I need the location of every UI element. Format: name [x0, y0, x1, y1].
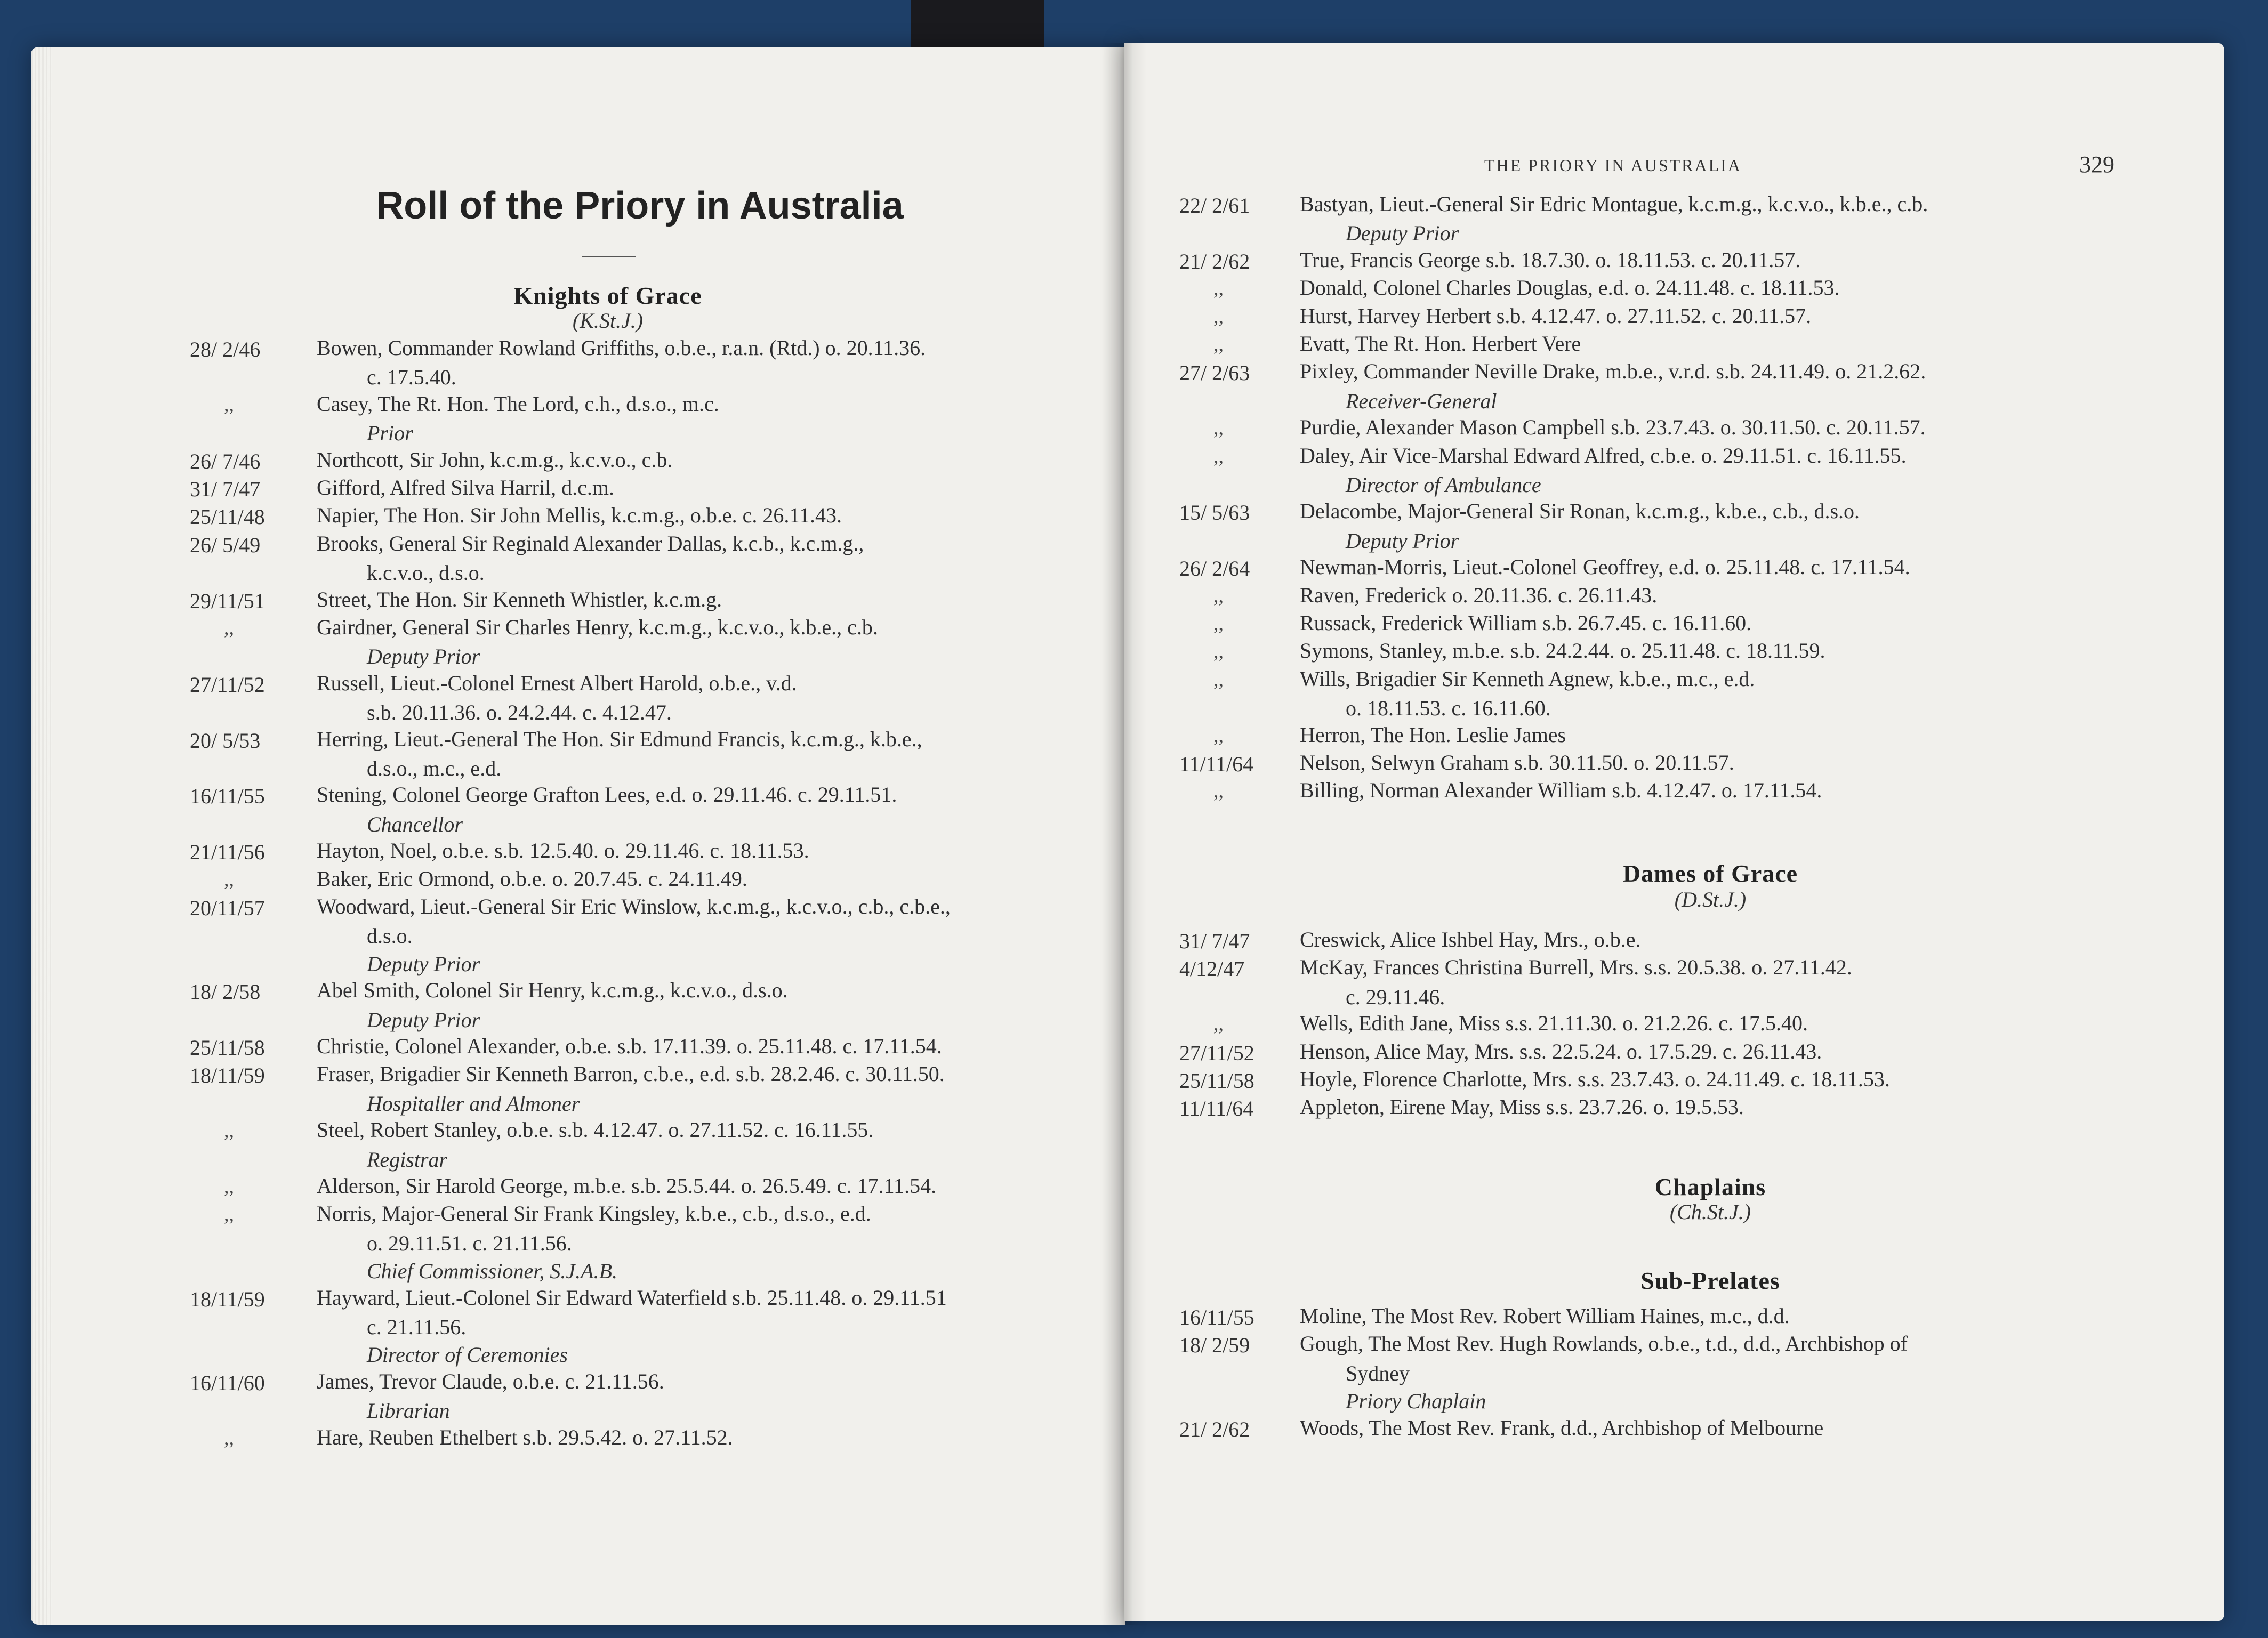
entry-date: 25/11/58 — [190, 1036, 265, 1060]
section-subtitle-chaplains: (Ch.St.J.) — [1669, 1200, 1751, 1224]
entry-text: McKay, Frances Christina Burrell, Mrs. s.s. 20.5.38. o. 27.11.42. — [1300, 955, 1852, 980]
ditto-mark: ,, — [1213, 1013, 1224, 1036]
entry-text: Casey, The Rt. Hon. The Lord, c.h., d.s.o., m.c. — [317, 391, 719, 416]
entry-text: Napier, The Hon. Sir John Mellis, k.c.m.g., o.b.e. c. 26.11.43. — [317, 503, 842, 528]
entry-role: Hospitaller and Almoner — [367, 1091, 580, 1116]
entry-role: Chief Commissioner, S.J.A.B. — [367, 1259, 617, 1284]
entry-continuation: d.s.o., m.c., e.d. — [367, 756, 502, 780]
entry-continuation: c. 29.11.46. — [1346, 985, 1445, 1009]
entry-text: Billing, Norman Alexander William s.b. 4.12.47. o. 17.11.54. — [1300, 778, 1822, 803]
entry-text: Symons, Stanley, m.b.e. s.b. 24.2.44. o. 25.11.48. c. 18.11.59. — [1300, 639, 1825, 663]
entry-text: Herring, Lieut.-General The Hon. Sir Edmund Francis, k.c.m.g., k.b.e., — [317, 727, 922, 751]
entry-role: Librarian — [367, 1399, 450, 1423]
ditto-mark: ,, — [1213, 305, 1224, 328]
entry-date: 26/ 2/64 — [1179, 556, 1250, 581]
entry-text: Hayward, Lieut.-Colonel Sir Edward Waterfield s.b. 25.11.48. o. 29.11.51 — [317, 1285, 947, 1310]
entry-date: 29/11/51 — [190, 588, 265, 613]
entry-continuation: c. 21.11.56. — [367, 1315, 467, 1339]
entry-date: 31/ 7/47 — [1179, 929, 1250, 953]
entry-text: Hare, Reuben Ethelbert s.b. 29.5.42. o. 27.11.52. — [317, 1425, 733, 1449]
entry-text: Woodward, Lieut.-General Sir Eric Winslow, k.c.m.g., k.c.v.o., c.b., c.b.e., — [317, 894, 951, 918]
entry-text: Alderson, Sir Harold George, m.b.e. s.b. 25.5.44. o. 26.5.49. c. 17.11.54. — [317, 1174, 937, 1198]
entry-text: Russack, Frederick William s.b. 26.7.45. c. 16.11.60. — [1300, 611, 1752, 635]
entry-text: Bastyan, Lieut.-General Sir Edric Montague, k.c.m.g., k.c.v.o., k.b.e., c.b. — [1300, 192, 1928, 216]
entry-text: Street, The Hon. Sir Kenneth Whistler, k.c.m.g. — [317, 587, 722, 611]
entry-date: 28/ 2/46 — [190, 337, 261, 361]
entry-text: Newman-Morris, Lieut.-Colonel Geoffrey, e.d. o. 25.11.48. c. 17.11.54. — [1300, 555, 1910, 579]
entry-text: Gairdner, General Sir Charles Henry, k.c.m.g., k.c.v.o., k.b.e., c.b. — [317, 615, 878, 639]
ditto-mark: ,, — [1213, 612, 1224, 635]
entry-text: Bowen, Commander Rowland Griffiths, o.b.e., r.a.n. (Rtd.) o. 20.11.36. — [317, 336, 926, 360]
entry-date: 27/11/52 — [190, 672, 265, 697]
ditto-mark: ,, — [224, 1203, 234, 1226]
entry-text: Appleton, Eirene May, Miss s.s. 23.7.26. o. 19.5.53. — [1300, 1095, 1744, 1119]
book-spine — [911, 0, 1044, 47]
entry-text: Henson, Alice May, Mrs. s.s. 22.5.24. o. 17.5.29. c. 26.11.43. — [1300, 1039, 1822, 1063]
entry-text: Evatt, The Rt. Hon. Herbert Vere — [1300, 332, 1581, 356]
entry-date: 27/11/52 — [1179, 1040, 1254, 1065]
entry-continuation: o. 29.11.51. c. 21.11.56. — [367, 1231, 572, 1255]
entry-date: 15/ 5/63 — [1179, 501, 1250, 525]
entry-date: 25/11/48 — [190, 505, 265, 529]
entry-date: 20/ 5/53 — [190, 728, 261, 753]
entry-text: Nelson, Selwyn Graham s.b. 30.11.50. o. 20.11.57. — [1300, 751, 1734, 774]
entry-text: Abel Smith, Colonel Sir Henry, k.c.m.g., k.c.v.o., d.s.o. — [317, 978, 788, 1003]
ditto-mark: ,, — [224, 393, 234, 416]
entry-text: True, Francis George s.b. 18.7.30. o. 18.11.53. c. 20.11.57. — [1300, 247, 1801, 272]
entry-date: 16/11/60 — [190, 1370, 265, 1395]
entry-date: 20/11/57 — [190, 896, 265, 920]
entry-text: Russell, Lieut.-Colonel Ernest Albert Harold, o.b.e., v.d. — [317, 671, 797, 695]
entry-text: Christie, Colonel Alexander, o.b.e. s.b. 17.11.39. o. 25.11.48. c. 17.11.54. — [317, 1034, 942, 1058]
entry-text: Delacombe, Major-General Sir Ronan, k.c.m.g., k.b.e., c.b., d.s.o. — [1300, 499, 1860, 523]
entry-date: 18/ 2/59 — [1179, 1333, 1250, 1358]
entry-text: Steel, Robert Stanley, o.b.e. s.b. 4.12.47. o. 27.11.52. c. 16.11.55. — [317, 1118, 874, 1142]
entry-text: Daley, Air Vice-Marshal Edward Alfred, c.b.e. o. 29.11.51. c. 16.11.55. — [1300, 443, 1907, 467]
section-title-sub-prelates: Sub-Prelates — [1640, 1267, 1780, 1294]
entry-text: Baker, Eric Ormond, o.b.e. o. 20.7.45. c. 24.11.49. — [317, 866, 747, 891]
book-gutter — [1101, 43, 1146, 1625]
ditto-mark: ,, — [1213, 724, 1224, 747]
ditto-mark: ,, — [1213, 445, 1224, 467]
entry-role: Deputy Prior — [367, 1007, 480, 1032]
entry-date: 26/ 7/46 — [190, 449, 261, 473]
ditto-mark: ,, — [1213, 584, 1224, 607]
entry-date: 16/11/55 — [190, 784, 265, 809]
ditto-mark: ,, — [1213, 640, 1224, 663]
ditto-mark: ,, — [224, 868, 234, 891]
entry-role: Registrar — [367, 1147, 448, 1172]
entry-role: Prior — [367, 421, 413, 446]
entry-role: Priory Chaplain — [1346, 1389, 1486, 1414]
entry-date: 11/11/64 — [1179, 1096, 1254, 1121]
section-title-chaplains: Chaplains — [1654, 1173, 1766, 1200]
entry-role: Chancellor — [367, 812, 463, 836]
entry-date: 11/11/64 — [1179, 752, 1254, 776]
ditto-mark: ,, — [1213, 780, 1224, 803]
entry-date: 21/ 2/62 — [1179, 1417, 1250, 1441]
entry-role: Director of Ceremonies — [367, 1343, 568, 1367]
entry-text: James, Trevor Claude, o.b.e. c. 21.11.56. — [317, 1369, 664, 1393]
entry-date: 22/ 2/61 — [1179, 193, 1250, 217]
page-edges — [31, 47, 52, 1625]
entry-text: Hayton, Noel, o.b.e. s.b. 12.5.40. o. 29.11.46. c. 18.11.53. — [317, 838, 809, 863]
entry-role: Deputy Prior — [367, 951, 480, 976]
entry-continuation: o. 18.11.53. c. 16.11.60. — [1346, 696, 1551, 721]
entry-date: 21/ 2/62 — [1179, 249, 1250, 273]
entry-date: 25/11/58 — [1179, 1069, 1254, 1093]
ditto-mark: ,, — [1213, 277, 1224, 300]
entry-text: Creswick, Alice Ishbel Hay, Mrs., o.b.e. — [1300, 927, 1641, 951]
entry-date: 31/ 7/47 — [190, 477, 261, 501]
entry-role: Deputy Prior — [1346, 221, 1459, 246]
section-subtitle-knights: (K.St.J.) — [572, 309, 644, 333]
entry-role: Receiver-General — [1346, 389, 1497, 413]
ditto-mark: ,, — [1213, 668, 1224, 691]
entry-text: Gough, The Most Rev. Hugh Rowlands, o.b.e., t.d., d.d., Archbishop of — [1300, 1332, 1908, 1356]
page-title: Roll of the Priory in Australia — [376, 184, 904, 227]
entry-text: Raven, Frederick o. 20.11.36. c. 26.11.43. — [1300, 583, 1658, 607]
entry-date: 27/ 2/63 — [1179, 361, 1250, 385]
running-head: THE PRIORY IN AUSTRALIA — [1484, 156, 1742, 175]
entry-text: Pixley, Commander Neville Drake, m.b.e., v.r.d. s.b. 24.11.49. o. 21.2.62. — [1300, 359, 1926, 384]
entry-text: Stening, Colonel George Grafton Lees, e.d. o. 29.11.46. c. 29.11.51. — [317, 782, 897, 807]
entry-text: Moline, The Most Rev. Robert William Haines, m.c., d.d. — [1300, 1304, 1790, 1328]
entry-text: Norris, Major-General Sir Frank Kingsley, k.b.e., c.b., d.s.o., e.d. — [317, 1201, 871, 1226]
entry-text: Hurst, Harvey Herbert s.b. 4.12.47. o. 27.11.52. c. 20.11.57. — [1300, 303, 1812, 328]
entry-text: Brooks, General Sir Reginald Alexander Dallas, k.c.b., k.c.m.g., — [317, 531, 864, 555]
entry-continuation: Sydney — [1346, 1361, 1410, 1385]
ditto-mark: ,, — [224, 1175, 234, 1198]
entry-text: Woods, The Most Rev. Frank, d.d., Archbishop of Melbourne — [1300, 1415, 1824, 1440]
entry-date: 18/ 2/58 — [190, 980, 261, 1004]
ditto-mark: ,, — [224, 617, 234, 639]
ditto-mark: ,, — [1213, 417, 1224, 440]
entry-continuation: d.s.o. — [367, 924, 413, 948]
entry-text: Fraser, Brigadier Sir Kenneth Barron, c.b.e., e.d. s.b. 28.2.46. c. 30.11.50. — [317, 1062, 945, 1086]
entry-text: Northcott, Sir John, k.c.m.g., k.c.v.o., c.b. — [317, 447, 673, 472]
entry-date: 16/11/55 — [1179, 1305, 1254, 1329]
ditto-mark: ,, — [224, 1426, 234, 1449]
entry-text: Herron, The Hon. Leslie James — [1300, 722, 1566, 747]
ditto-mark: ,, — [224, 1119, 234, 1142]
entry-continuation: s.b. 20.11.36. o. 24.2.44. c. 4.12.47. — [367, 700, 672, 725]
entry-role: Deputy Prior — [1346, 528, 1459, 553]
entry-text: Hoyle, Florence Charlotte, Mrs. s.s. 23.7.43. o. 24.11.49. c. 18.11.53. — [1300, 1067, 1890, 1091]
entry-text: Wills, Brigadier Sir Kenneth Agnew, k.b.e., m.c., e.d. — [1300, 666, 1755, 691]
title-rule — [582, 256, 636, 257]
entry-role: Deputy Prior — [367, 644, 480, 669]
ditto-mark: ,, — [1213, 333, 1224, 356]
entry-date: 26/ 5/49 — [190, 532, 261, 557]
page-number: 329 — [2079, 151, 2114, 177]
entry-continuation: k.c.v.o., d.s.o. — [367, 561, 485, 585]
entry-date: 21/11/56 — [190, 840, 265, 865]
entry-date: 18/11/59 — [190, 1287, 265, 1311]
entry-text: Purdie, Alexander Mason Campbell s.b. 23.7.43. o. 30.11.50. c. 20.11.57. — [1300, 415, 1926, 440]
entry-text: Wells, Edith Jane, Miss s.s. 21.11.30. o. 21.2.26. c. 17.5.40. — [1300, 1011, 1808, 1036]
entry-text: Donald, Colonel Charles Douglas, e.d. o. 24.11.48. c. 18.11.53. — [1300, 276, 1840, 300]
entry-continuation: c. 17.5.40. — [367, 365, 456, 390]
entry-role: Director of Ambulance — [1346, 473, 1541, 497]
entry-date: 4/12/47 — [1179, 957, 1245, 981]
section-subtitle-dames: (D.St.J.) — [1674, 887, 1747, 911]
entry-date: 18/11/59 — [190, 1063, 265, 1088]
entry-text: Gifford, Alfred Silva Harril, d.c.m. — [317, 475, 615, 499]
section-title-knights: Knights of Grace — [513, 282, 702, 309]
section-title-dames: Dames of Grace — [1622, 860, 1798, 887]
